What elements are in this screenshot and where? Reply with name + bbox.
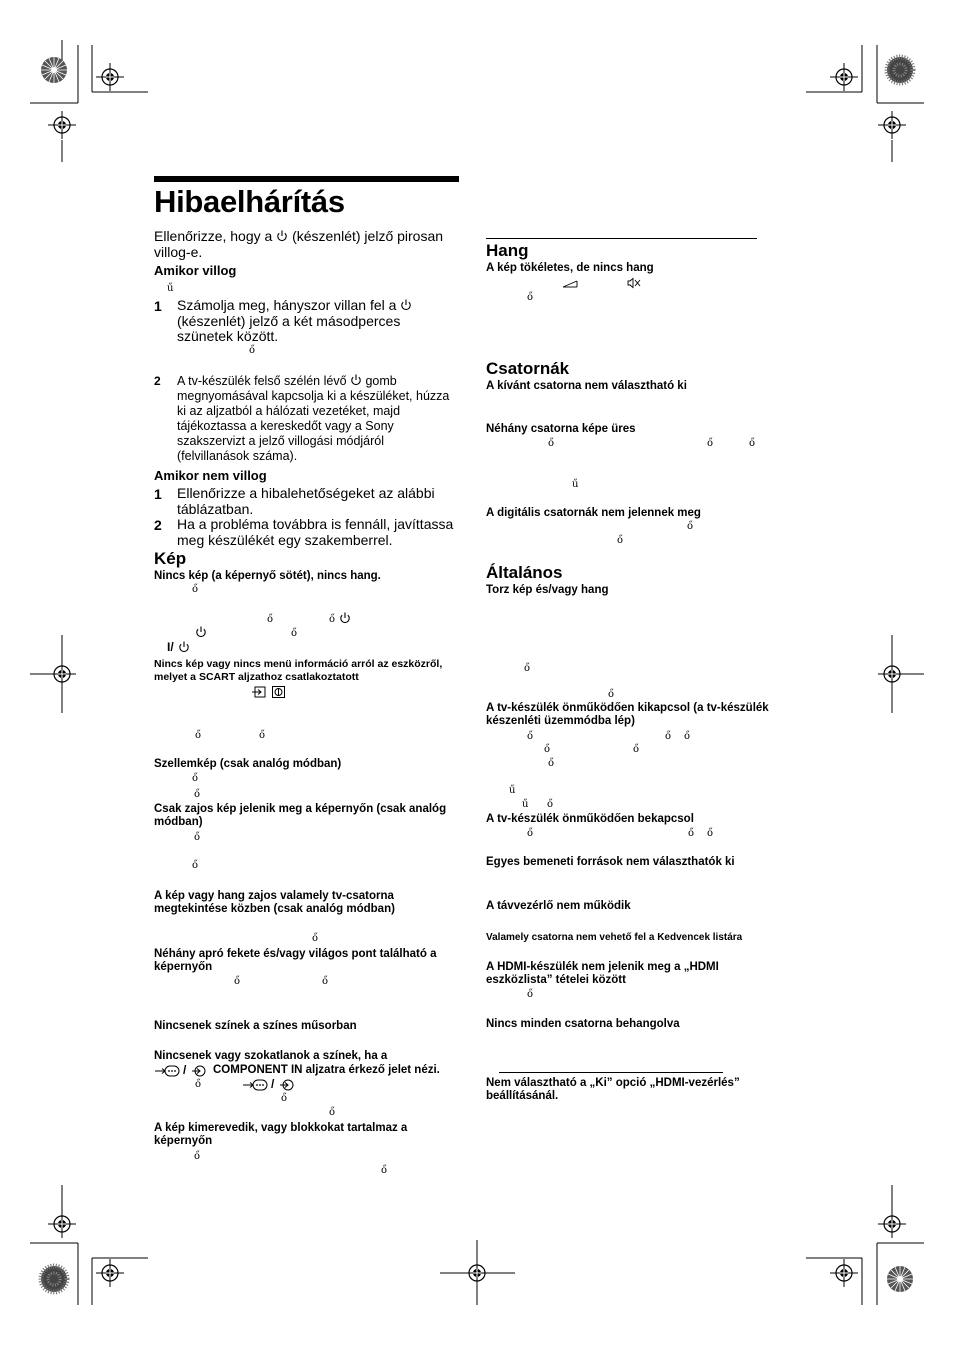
problem-ghosting: Szellemkép (csak analóg módban): [154, 758, 342, 770]
component-input-icon: [155, 1065, 181, 1077]
glyph: ő: [329, 1107, 336, 1118]
power-switch-label: I/: [167, 640, 174, 654]
slash: /: [183, 1063, 187, 1077]
section-rule: [486, 238, 757, 239]
power-icon: [350, 374, 362, 386]
glyph: ő: [684, 731, 691, 742]
problem-no-colour: Nincsenek színek a színes műsorban: [154, 1020, 357, 1032]
blinking-heading: Amikor villog: [154, 263, 237, 278]
glyph: ő: [194, 832, 201, 843]
glyph: ű: [167, 283, 174, 294]
problem-digital-channels: A digitális csatornák nem jelennek meg: [486, 507, 701, 519]
glyph: ű: [509, 785, 516, 796]
volume-icon: [562, 279, 578, 289]
glyph: ő: [608, 689, 615, 700]
problem-component-colour-line2: COMPONENT IN aljzatra érkező jelet nézi.: [213, 1064, 440, 1076]
intro-text: Ellenőrizze, hogy a (készenlét) jelző pirosan villog-e.: [154, 228, 444, 260]
step-number: 1: [154, 486, 162, 502]
glyph: ő: [707, 828, 714, 839]
problem-input-sources: Egyes bemeneti források nem választhatók ki: [486, 856, 735, 868]
glyph: ű: [572, 479, 579, 490]
general-heading: Általános: [486, 563, 563, 582]
step-number: 2: [154, 517, 162, 533]
picture-heading: Kép: [154, 549, 187, 568]
step-2: A tv-készülék felső szélén lévő gomb megnyomásával kapcsolja ki a készüléket, húzza ki az aljzatból a hálózati vezetéket, majd tájékoztassa a kereskedőt vagy a Sony szakszervizt a jelző villogási módjáról (felvillanások száma).: [177, 374, 450, 463]
glyph: ő: [749, 438, 756, 449]
mute-icon: [627, 277, 641, 289]
problem-scart: Nincs kép vagy nincs menü információ arról az eszközről, melyet a SCART aljzathoz csatlakoztatott: [154, 658, 443, 683]
problem-favourites: Valamely csatorna nem vehető fel a Kedvencek listára: [486, 932, 743, 943]
sound-heading: Hang: [486, 241, 529, 260]
power-icon: [178, 641, 190, 653]
problem-channel-select: A kívánt csatorna nem választható ki: [486, 380, 687, 392]
glyph: ő: [312, 933, 319, 944]
problem-no-sound: A kép tökéletes, de nincs hang: [486, 262, 654, 274]
step-number: 1: [154, 298, 162, 314]
problem-auto-on: A tv-készülék önműködően bekapcsol: [486, 813, 694, 825]
glyph: ő: [192, 773, 199, 784]
not-blinking-heading: Amikor nem villog: [154, 468, 267, 483]
power-icon: [195, 626, 207, 638]
glyph: ő: [322, 976, 329, 987]
problem-remote: A távvezérlő nem működik: [486, 900, 631, 912]
glyph: ő: [544, 744, 551, 755]
glyph: ő: [633, 744, 640, 755]
channels-heading: Csatornák: [486, 359, 570, 378]
not-blinking-step-1: Ellenőrizze a hibalehetőségeket az alábbi táblázatban.: [177, 485, 435, 517]
text-icon: [272, 686, 285, 698]
power-icon: [276, 230, 288, 242]
slash: /: [271, 1077, 275, 1091]
glyph: ő: [527, 828, 534, 839]
glyph: ő: [527, 989, 534, 1000]
component-input-icon: [243, 1079, 269, 1091]
problem-tuning: Nincs minden csatorna behangolva: [486, 1018, 680, 1030]
glyph: ő: [707, 438, 714, 449]
glyph: ő: [665, 731, 672, 742]
glyph: ő: [527, 731, 534, 742]
glyph: ő: [548, 758, 555, 769]
section-rule: [499, 1072, 723, 1073]
glyph: ő: [195, 1079, 202, 1090]
problem-freeze: A kép kimerevedik, vagy blokkokat tartalmaz a képernyőn: [154, 1122, 408, 1147]
problem-distortion: Torz kép és/vagy hang: [486, 584, 609, 596]
glyph: ő: [267, 614, 274, 625]
glyph: ő: [194, 1151, 201, 1162]
glyph: ő: [234, 976, 241, 987]
power-icon: [400, 299, 412, 311]
glyph: ő: [329, 614, 336, 625]
problem-hdmi-control: Nem választható a „Ki” opció „HDMI-vezérlés” beállításánál.: [486, 1077, 740, 1102]
glyph: ő: [192, 860, 199, 871]
glyph: ő: [381, 1165, 388, 1176]
input-icon: [252, 686, 266, 698]
problem-noise-only: Csak zajos kép jelenik meg a képernyőn (csak analóg módban): [154, 803, 447, 828]
input-icon: [280, 1079, 294, 1091]
glyph: ű: [522, 799, 529, 810]
page-title: Hibaelhárítás: [154, 184, 345, 219]
glyph: ő: [259, 730, 266, 741]
glyph: ő: [291, 628, 298, 639]
glyph: ő: [617, 535, 624, 546]
glyph: ő: [249, 345, 256, 356]
problem-blank-channels: Néhány csatorna képe üres: [486, 423, 636, 435]
glyph: ő: [192, 584, 199, 595]
glyph: ő: [524, 663, 531, 674]
glyph: ő: [527, 292, 534, 303]
glyph: ő: [688, 828, 695, 839]
input-icon: [192, 1065, 206, 1077]
problem-hdmi-list: A HDMI-készülék nem jelenik meg a „HDMI eszközlista” tételei között: [486, 961, 719, 986]
glyph: ő: [547, 799, 554, 810]
problem-dots: Néhány apró fekete és/vagy világos pont található a képernyőn: [154, 948, 437, 973]
problem-auto-off: A tv-készülék önműködően kikapcsol (a tv-készülék készenléti üzemmódba lép): [486, 702, 769, 727]
not-blinking-step-2: Ha a probléma továbbra is fennáll, javíttassa meg készülékét egy szakemberrel.: [177, 516, 454, 548]
title-bar: [154, 176, 459, 182]
step-1: Számolja meg, hányszor villan fel a (készenlét) jelző a két másodperces szünetek között.: [177, 298, 447, 345]
power-icon: [339, 612, 351, 624]
glyph: ő: [548, 438, 555, 449]
glyph: ő: [194, 789, 201, 800]
glyph: ő: [687, 521, 694, 532]
problem-noisy-channel: A kép vagy hang zajos valamely tv-csatorna megtekintése közben (csak analóg módban): [154, 890, 395, 915]
problem-component-colour: Nincsenek vagy szokatlanok a színek, ha a: [154, 1050, 388, 1062]
glyph: ő: [195, 730, 202, 741]
problem-no-picture: Nincs kép (a képernyő sötét), nincs hang.: [154, 570, 381, 582]
step-number: 2: [154, 374, 161, 388]
glyph: ő: [281, 1093, 288, 1104]
